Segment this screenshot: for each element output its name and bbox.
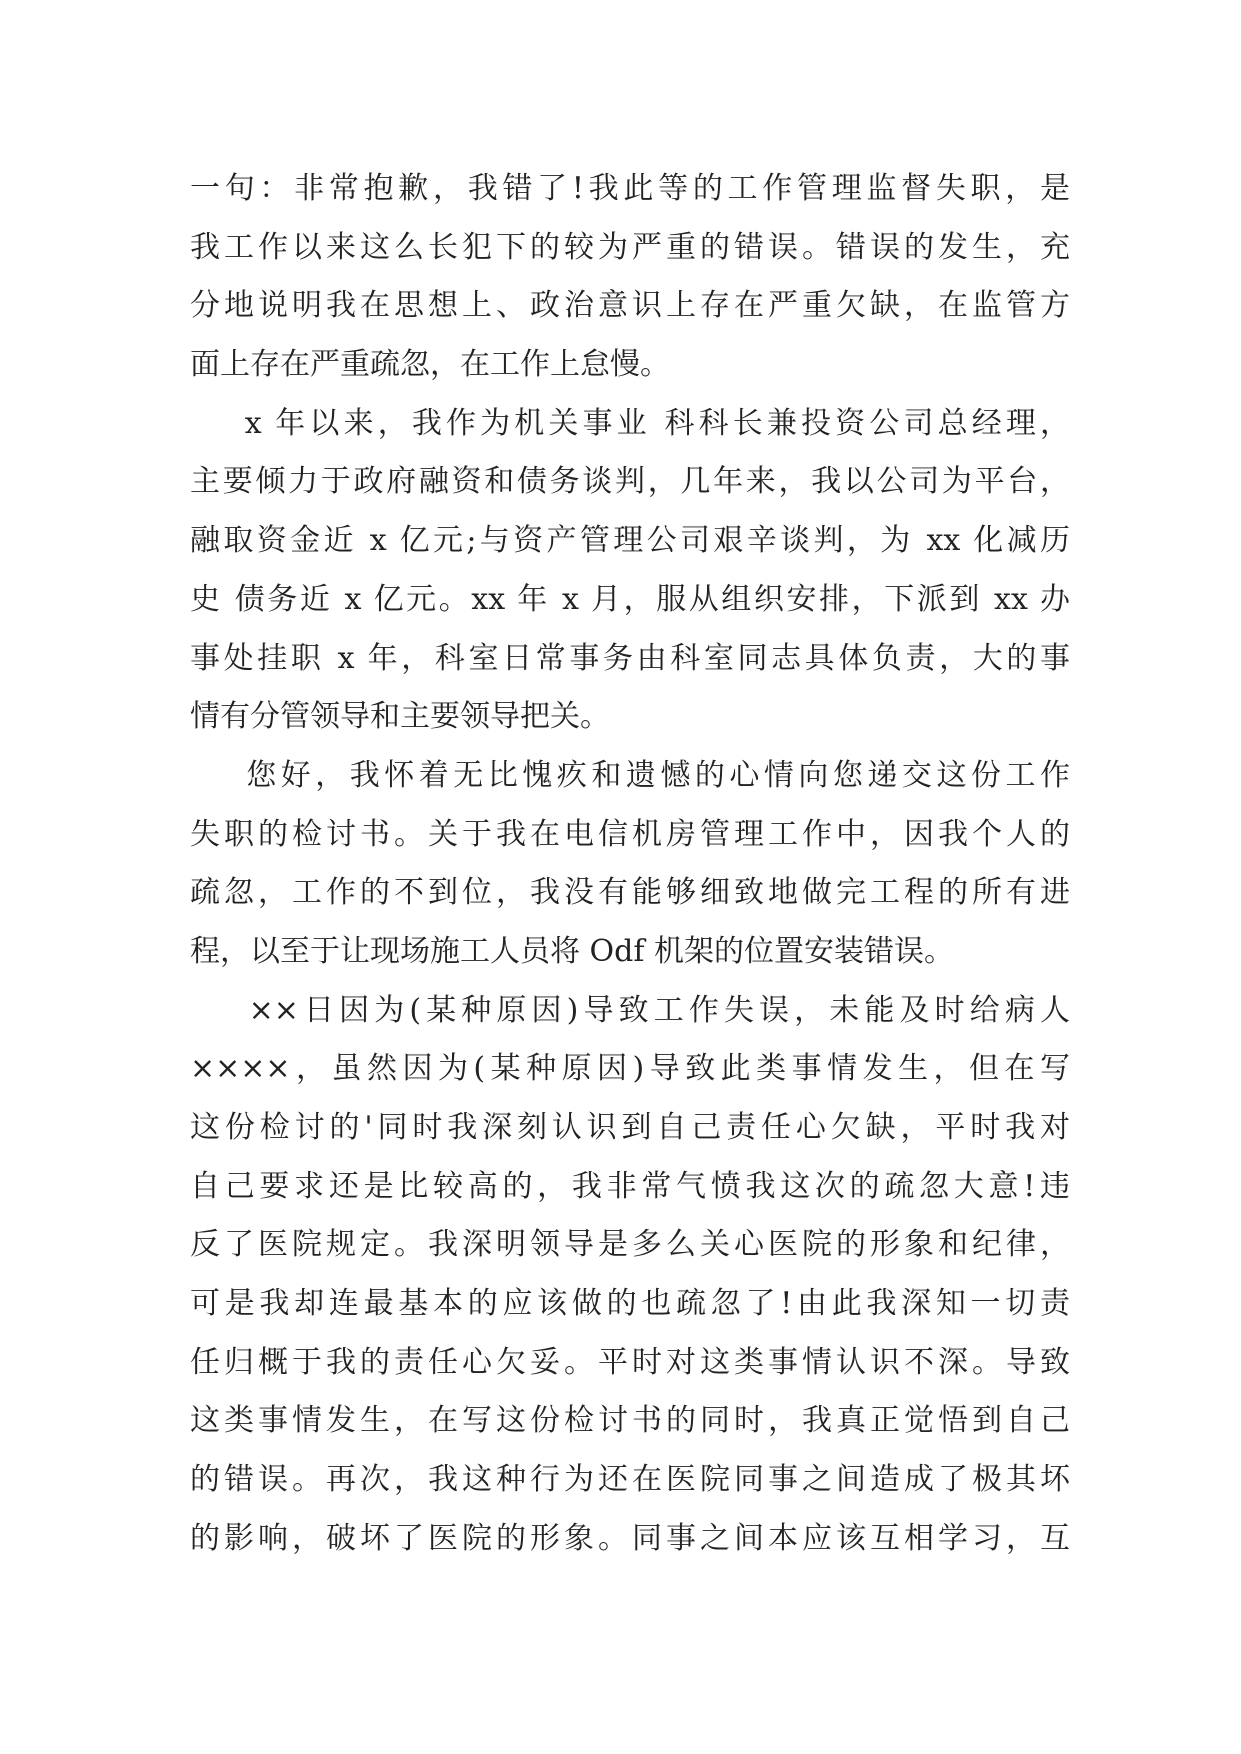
text-line-17: 这份检讨的'同时我深刻认识到自己责任心欠缺，平时我对 <box>190 1110 1070 1145</box>
text-line-12: 失职的检讨书。关于我在电信机房管理工作中，因我个人的 <box>190 816 1070 852</box>
text-line-7: 融取资金近 x 亿元;与资产管理公司艰辛谈判，为 xx 化减历 <box>190 523 1070 559</box>
text-line-6: 主要倾力于政府融资和债务谈判，几年来，我以公司为平台， <box>190 464 1070 500</box>
text-line-16: ××××，虽然因为(某种原因)导致此类事情发生，但在写 <box>190 1051 1070 1087</box>
text-line-21: 任归概于我的责任心欠妥。平时对这类事情认识不深。导致 <box>190 1344 1070 1380</box>
text-line-9: 事处挂职 x 年，科室日常事务由科室同志具体负责，大的事 <box>190 640 1070 676</box>
text-line-18: 自己要求还是比较高的，我非常气愤我这次的疏忽大意!违 <box>190 1168 1070 1204</box>
text-line-10: 情有分管领导和主要领导把关。 <box>190 699 610 735</box>
text-line-1: 一句：非常抱歉，我错了!我此等的工作管理监督失职，是 <box>190 171 1070 206</box>
text-line-3: 分地说明我在思想上、政治意识上存在严重欠缺，在监管方 <box>190 288 1070 324</box>
document-body <box>190 160 1070 1569</box>
text-line-19: 反了医院规定。我深明领导是多么关心医院的形象和纪律， <box>190 1227 1070 1263</box>
text-line-2: 我工作以来这么长犯下的较为严重的错误。错误的发生，充 <box>190 229 1070 265</box>
text-line-8: 史 债务近 x 亿元。xx 年 x 月，服从组织安排，下派到 xx 办 <box>190 581 1070 617</box>
text-line-5: x 年以来，我作为机关事业 科科长兼投资公司总经理， <box>190 405 1070 441</box>
text-line-20: 可是我却连最基本的应该做的也疏忽了!由此我深知一切责 <box>190 1286 1070 1322</box>
text-line-11: 您好，我怀着无比愧疚和遗憾的心情向您递交这份工作 <box>190 757 1070 793</box>
text-line-15: ××日因为(某种原因)导致工作失误，未能及时给病人 <box>190 992 1070 1028</box>
text-line-4: 面上存在严重疏忽，在工作上怠慢。 <box>190 347 670 383</box>
text-line-23: 的错误。再次，我这种行为还在医院同事之间造成了极其坏 <box>190 1462 1070 1498</box>
text-line-14: 程，以至于让现场施工人员将 Odf 机架的位置安装错误。 <box>190 933 954 969</box>
text-line-24: 的影响，破坏了医院的形象。同事之间本应该互相学习，互 <box>190 1520 1070 1556</box>
text-line-13: 疏忽，工作的不到位，我没有能够细致地做完工程的所有进 <box>190 875 1070 911</box>
text-line-22: 这类事情发生，在写这份检讨书的同时，我真正觉悟到自己 <box>190 1403 1070 1439</box>
